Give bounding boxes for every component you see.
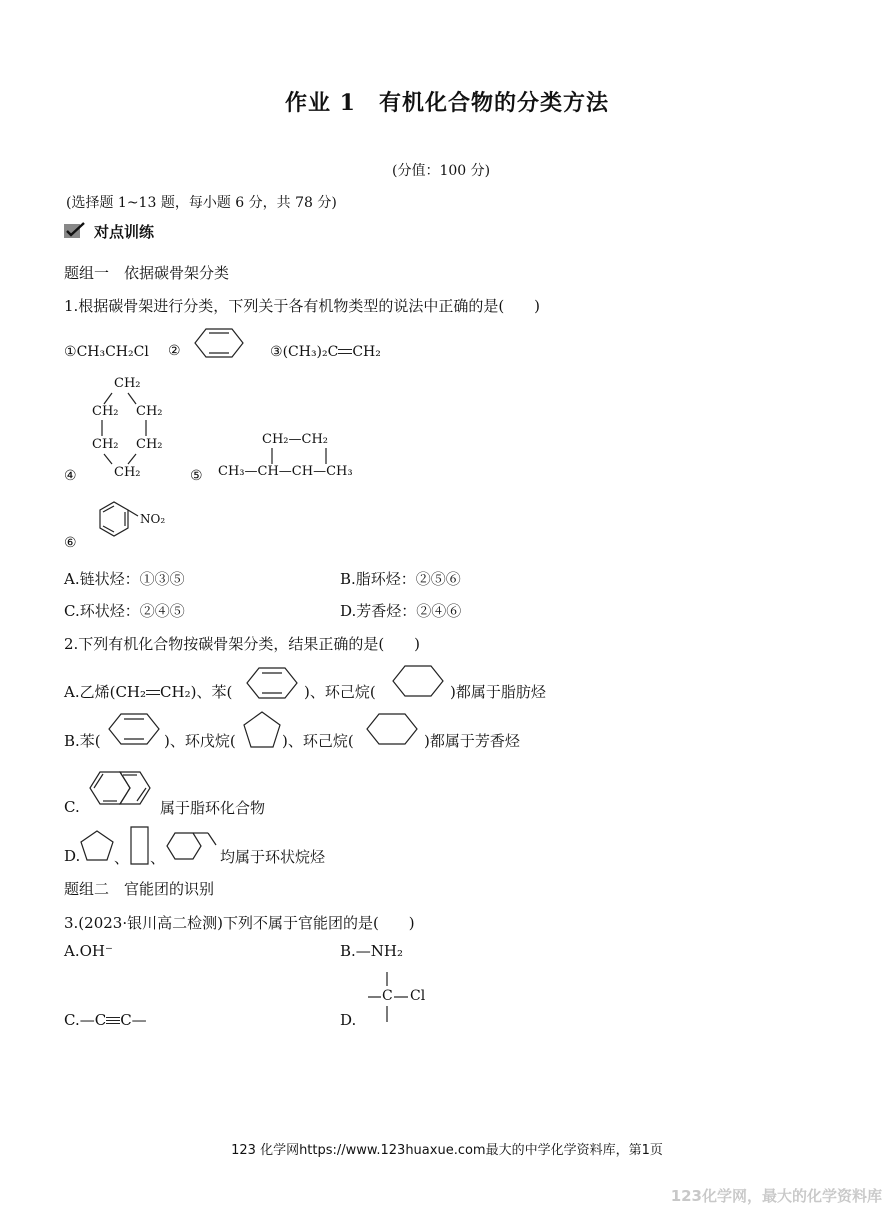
page-footer: 123 化学网https://www.123huaxue.com最大的中学化学资料库，第1页	[231, 1143, 663, 1158]
nitrobenzene-structure	[88, 500, 158, 552]
q3-stem: 3.(2023·银川高二检测)下列不属于官能团的是( )	[64, 914, 415, 932]
formula-top: CH₂—CH₂	[262, 432, 328, 447]
cyclohexane-structure	[392, 665, 444, 697]
naphthalene-structure	[86, 764, 154, 812]
text-part: C—	[120, 1011, 147, 1029]
ch2-label: CH₂	[92, 404, 119, 419]
benzene-structure	[246, 667, 298, 699]
text-part: 均属于环状烷烃	[220, 848, 326, 866]
q3-option-c[interactable]	[64, 1011, 147, 1029]
instruction: (选择题 1~13 题，每小题 6 分，共 78 分)	[66, 195, 337, 211]
q1-stem: 1.根据碳骨架进行分类，下列关于各有机物类型的说法中正确的是( )	[64, 297, 541, 315]
q2-stem: 2.下列有机化合物按碳骨架分类，结果正确的是( )	[64, 635, 421, 653]
carbon-atom: C	[382, 988, 393, 1004]
cyclopentane-structure	[242, 711, 282, 749]
cyclohexane-bonds	[90, 388, 170, 470]
item-number: ⑤	[190, 468, 203, 484]
text-part: )、环己烷(	[304, 683, 376, 701]
text-part[interactable]: B.苯(	[64, 732, 101, 750]
formula-chloroethane: CH₃CH₂Cl	[76, 344, 149, 360]
cyclopentane-structure	[80, 830, 114, 862]
group2-title: 题组二 官能团的识别	[64, 880, 215, 898]
q3-option-a[interactable]: A.OH⁻	[64, 942, 113, 960]
q3-option-d[interactable]: D.	[340, 1011, 357, 1029]
text-part: 属于脂环化合物	[160, 799, 266, 817]
text-part[interactable]: C.	[64, 798, 80, 816]
q1-item1	[64, 344, 149, 360]
q1-option-c[interactable]: C.环状烃：②④⑤	[64, 602, 185, 620]
double-bond	[146, 690, 160, 696]
section-label: 对点训练	[94, 223, 155, 241]
item-number: ③	[270, 344, 283, 360]
formula-part: CH₂	[352, 344, 381, 360]
ch2-label: CH₂	[136, 404, 163, 419]
formula-part: (CH₃)₂C	[282, 344, 339, 360]
text-part[interactable]: D.	[64, 847, 81, 865]
text-part: A.乙烯(CH₂	[64, 683, 147, 701]
page-title: 作业 1 有机化合物的分类方法	[285, 90, 609, 116]
triple-bond	[106, 1017, 120, 1025]
cyclobutane-bonds	[266, 446, 336, 466]
text-part: CH₂)、苯(	[160, 683, 233, 701]
watermark: 123化学网，最大的化学资料库	[670, 1187, 882, 1205]
q1-option-a[interactable]: A.链状烃：①③⑤	[64, 570, 185, 588]
q1-option-d[interactable]: D.芳香烃：②④⑥	[340, 602, 462, 620]
group1-title: 题组一 依据碳骨架分类	[64, 264, 230, 282]
ch2-label: CH₂	[114, 376, 141, 391]
cyclohexane-structure	[366, 713, 418, 745]
q1-option-b[interactable]: B.脂环烃：②⑤⑥	[340, 570, 461, 588]
item-number: ②	[168, 343, 181, 359]
ch2-label: CH₂	[114, 465, 141, 480]
q2-option-a-part[interactable]	[64, 681, 232, 702]
separator: 、	[114, 849, 130, 867]
item-number: ⑥	[64, 535, 77, 551]
text-part: )都属于脂肪烃	[450, 683, 546, 701]
item-number: ①	[64, 344, 77, 360]
text-part: )都属于芳香烃	[424, 732, 520, 750]
item-number: ④	[64, 468, 77, 484]
text-part: C.—C	[64, 1011, 107, 1029]
benzene-structure	[194, 328, 244, 358]
checkbox-check-icon	[64, 222, 86, 239]
cyclobutane-structure	[130, 826, 150, 866]
ch2-label: CH₂	[136, 437, 163, 452]
double-bond	[338, 349, 352, 355]
text-part: )、环戊烷(	[164, 732, 236, 750]
methylcyclohexane-structure	[166, 832, 218, 862]
chlorine-atom: Cl	[410, 988, 426, 1004]
benzene-structure	[108, 713, 160, 745]
text-part: )、环己烷(	[282, 732, 354, 750]
score-info: (分值：100 分)	[392, 163, 491, 179]
q1-item3	[270, 344, 381, 360]
q3-option-b[interactable]: B.—NH₂	[340, 942, 404, 960]
chloro-carbon-bonds	[366, 970, 412, 1026]
separator: 、	[150, 849, 166, 867]
formula-bottom: CH₃—CH—CH—CH₃	[218, 464, 353, 479]
nitro-group-label: NO₂	[140, 512, 166, 526]
ch2-label: CH₂	[92, 437, 119, 452]
